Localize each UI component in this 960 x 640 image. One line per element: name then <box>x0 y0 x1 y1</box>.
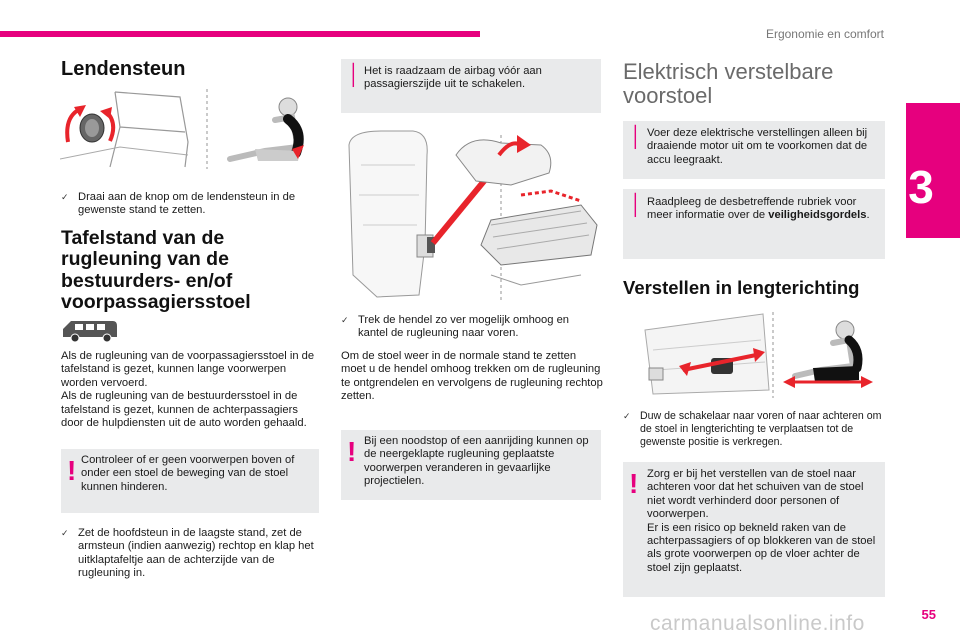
seat-fold-illustration <box>341 125 603 305</box>
heading-elektrisch: Elektrisch verstelbare voorstoel <box>623 59 834 108</box>
length-adjust-illustration <box>623 310 885 400</box>
info-ref-prefix: Raadpleeg de desbetreffende rubriek voor meer informatie over de <box>647 196 857 222</box>
bullet-lever <box>341 314 601 341</box>
info-ref-suffix: . <box>866 209 870 222</box>
warning-box-length <box>623 462 885 597</box>
bullet-switch <box>623 410 885 448</box>
info-text-airbag: Het is raadzaam de airbag vóór aan passagierszijde uit te schakelen. <box>364 65 542 91</box>
info-ref-link: veiligheidsgordels <box>768 209 867 222</box>
warning-box-objects <box>61 449 319 513</box>
warning-box-brake <box>341 430 601 500</box>
info-text-seatbelt <box>647 196 879 223</box>
van-icon <box>61 317 119 343</box>
info-text-engine: Voer deze elektrische verstellingen alleen bij draaiende motor uit om te voorkomen dat de accu leegraakt. <box>647 127 868 166</box>
bullet-switch-text: Duw de schakelaar naar voren of naar achteren om de stoel in lengterichting te verplaatsen tot de gewenste positie is verkregen. <box>640 410 882 448</box>
para-tafelstand: Als de rugleuning van de voorpassagiersstoel in de tafelstand is gezet, kunnen lange voorwerpen worden vervoerd. Als de rugleuning van de bestuurdersstoel in de tafelstand is gezet, kunnen de achterpassagiers door de hulpdiensten uit de auto worden gehaald. <box>61 350 315 430</box>
info-bar-icon: │ <box>630 126 643 148</box>
section-title: Ergonomie en comfort <box>765 27 884 41</box>
bullet-marker-icon: ✓ <box>341 315 349 325</box>
info-box-airbag <box>341 59 601 113</box>
warning-icon: ! <box>347 436 357 467</box>
bullet-lumbar <box>61 191 321 218</box>
warning-icon: ! <box>629 468 639 499</box>
info-box-seatbelt <box>623 189 885 259</box>
bullet-headrest <box>61 527 321 581</box>
bullet-marker-icon: ✓ <box>61 528 69 538</box>
lumbar-illustration <box>60 87 320 172</box>
info-bar-icon: │ <box>630 194 643 216</box>
chapter-number: 3 <box>908 161 934 213</box>
watermark-text: carmanualsonline.info <box>650 612 865 635</box>
bullet-lumbar-text: Draai aan de knop om de lendensteun in de gewenste stand te zetten. <box>78 191 296 217</box>
para-restore: Om de stoel weer in de normale stand te zetten moet u de hendel omhoog trekken om de rugleuning te ontgrendelen en vervolgens de rugleuning rechtop zetten. <box>341 350 603 403</box>
warning-icon: ! <box>67 455 77 486</box>
heading-tafelstand: Tafelstand van de rugleuning van de bestuurders- en/of voorpassagiersstoel <box>61 227 251 314</box>
heading-lendensteun: Lendensteun <box>61 58 186 80</box>
info-bar-icon: │ <box>348 64 361 86</box>
page-number: 55 <box>921 607 936 622</box>
warning-text-length: Zorg er bij het verstellen van de stoel naar achteren voor dat het schuiven van de stoel niet wordt verhinderd door personen of voorwerpen. Er is een risico op bekneld raken van de achterpassagiers of op blokkeren van de stoel als grote voorwerpen op de vloer achter de stoel zijn geplaatst. <box>647 468 876 574</box>
warning-text-objects: Controleer of er geen voorwerpen boven of onder een stoel de beweging van de stoel kunnen hinderen. <box>81 454 295 493</box>
bullet-lever-text: Trek de hendel zo ver mogelijk omhoog en kantel de rugleuning naar voren. <box>358 314 570 340</box>
bullet-headrest-text: Zet de hoofdsteun in de laagste stand, zet de armsteun (indien aanwezig) rechtop en klap het uitklaptafeltje aan de achterzijde van de rugleuning in. <box>78 527 314 580</box>
warning-text-brake: Bij een noodstop of een aanrijding kunnen op de neergeklapte rugleuning geplaatste voorwerpen veranderen in gevaarlijke projectielen. <box>364 435 589 488</box>
info-box-engine <box>623 121 885 179</box>
header-accent-bar <box>0 31 480 37</box>
heading-lengterichting: Verstellen in lengterichting <box>623 277 860 298</box>
bullet-marker-icon: ✓ <box>623 411 631 421</box>
bullet-marker-icon: ✓ <box>61 192 69 202</box>
